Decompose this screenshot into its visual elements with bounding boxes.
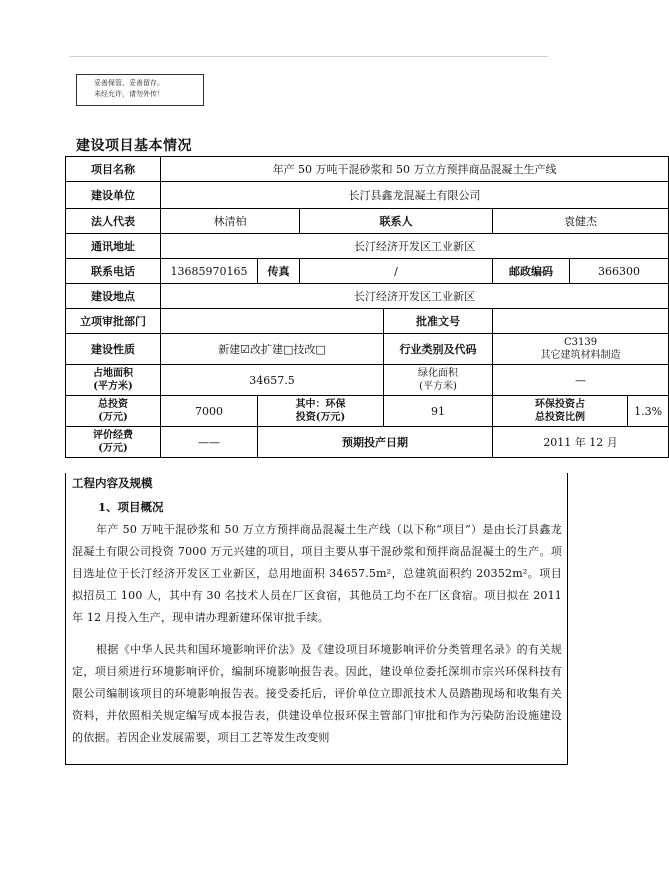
ratio-label (493, 396, 628, 427)
contact-value: 袁健杰 (493, 209, 669, 234)
green-label-text: 绿化面积 (418, 368, 458, 379)
env-invest-label-text: 其中：环保 (295, 399, 346, 410)
invest-label (66, 396, 161, 427)
fax-label: 传真 (258, 259, 300, 284)
overview-paragraph-2: 根据《中华人民共和国环境影响评价法》及《建设项目环境影响评价分类管理名录》的有关规定，项目须进行环境影响评价，编制环境影响报告表。因此，建设单位委托深圳市宗兴环保科技有限公司编制该项目的环境影响报告表。接受委托后，评价单位立即派技术人员踏勘现场和收集有关资料，并依照相关规定编写成本报告表，供建设单位报环保主管部门审批和作为污染防治设施建设的依据。若因企业发展需要，项目工艺等发生改变则 (72, 643, 562, 744)
ratio-label-line1: 环保投资占 (535, 399, 585, 410)
ratio-value: 1.3% (628, 396, 669, 427)
approval-no-label: 批准文号 (384, 309, 493, 334)
approval-dept-value (161, 309, 384, 334)
approval-no-value (493, 309, 669, 334)
approval-dept-label: 立项审批部门 (66, 309, 161, 334)
legal-rep-value: 林清柏 (161, 209, 300, 234)
header-rule (70, 56, 548, 57)
phone-value: 13685970165 (161, 259, 258, 284)
legal-rep-label: 法人代表 (66, 209, 161, 234)
env-invest-label (258, 396, 384, 427)
area-unit-text: (平方米) (93, 381, 133, 392)
env-invest-unit-text: 投资(万元) (295, 412, 346, 423)
green-value: — (493, 365, 669, 396)
nature-value: 新建☑改扩建□技改□ (161, 334, 384, 365)
industry-label: 行业类别及代码 (384, 334, 493, 365)
eval-fee-unit-text: (万元) (98, 443, 128, 454)
contact-label: 联系人 (300, 209, 493, 234)
invest-label-text: 总投资 (98, 399, 128, 410)
builder-value: 长汀县鑫龙混凝土有限公司 (161, 182, 669, 209)
nature-label: 建设性质 (66, 334, 161, 365)
site-value: 长汀经济开发区工业新区 (161, 284, 669, 309)
env-invest-value: 91 (384, 396, 493, 427)
confidential-stamp (76, 74, 204, 106)
overview-paragraph-1: 年产 50 万吨干混砂浆和 50 万立方预拌商品混凝土生产线（以下称“项目”）是由长汀县鑫龙混凝土有限公司投资 7000 万元兴建的项目，项目主要从事干混砂浆和预拌商品混凝土的生产。项目选址位于长汀经济开发区工业新区，总用地面积 34657.5m²，总建筑面积约 20352m²。项目拟招员工 100 人，其中有 30 名技术人员在厂区食宿，其他员工均不在厂区食宿。项目拟在 2011 年 12 月投入生产，现申请办理新建环保审批手续。 (72, 523, 562, 624)
phone-label: 联系电话 (66, 259, 161, 284)
zip-label: 邮政编码 (493, 259, 570, 284)
area-value: 34657.5 (161, 365, 384, 396)
section-title: 建设项目基本情况 (76, 138, 192, 154)
project-name-value: 年产 50 万吨干混砂浆和 50 万立方预拌商品混凝土生产线 (161, 157, 669, 182)
prod-date-label: 预期投产日期 (258, 427, 493, 458)
zip-value: 366300 (570, 259, 669, 284)
ratio-label-line2: 总投资比例 (535, 412, 585, 423)
overview-subheading: 1、项目概况 (98, 500, 164, 514)
industry-name: 其它建筑材料制造 (540, 350, 621, 361)
industry-value (493, 334, 669, 365)
fax-value: / (300, 259, 493, 284)
green-label (384, 365, 493, 396)
eval-fee-value: —— (161, 427, 258, 458)
stamp-line-1: 妥善保管，妥善留存。 (94, 79, 164, 87)
site-label: 建设地点 (66, 284, 161, 309)
project-content-section (65, 473, 568, 765)
builder-label: 建设单位 (66, 182, 161, 209)
address-value: 长汀经济开发区工业新区 (161, 234, 669, 259)
project-name-label: 项目名称 (66, 157, 161, 182)
project-info-table (65, 156, 669, 458)
eval-fee-label (66, 427, 161, 458)
address-label: 通讯地址 (66, 234, 161, 259)
area-label-text: 占地面积 (93, 368, 133, 379)
invest-unit-text: (万元) (98, 412, 128, 423)
stamp-line-2: 未经允许，请勿外传！ (94, 90, 164, 98)
industry-code: C3139 (564, 337, 598, 348)
prod-date-value: 2011 年 12 月 (493, 427, 669, 458)
area-label (66, 365, 161, 396)
invest-value: 7000 (161, 396, 258, 427)
green-unit-text: (平方米) (419, 381, 457, 392)
content-heading: 工程内容及规模 (72, 476, 153, 490)
eval-fee-label-text: 评价经费 (93, 430, 133, 441)
